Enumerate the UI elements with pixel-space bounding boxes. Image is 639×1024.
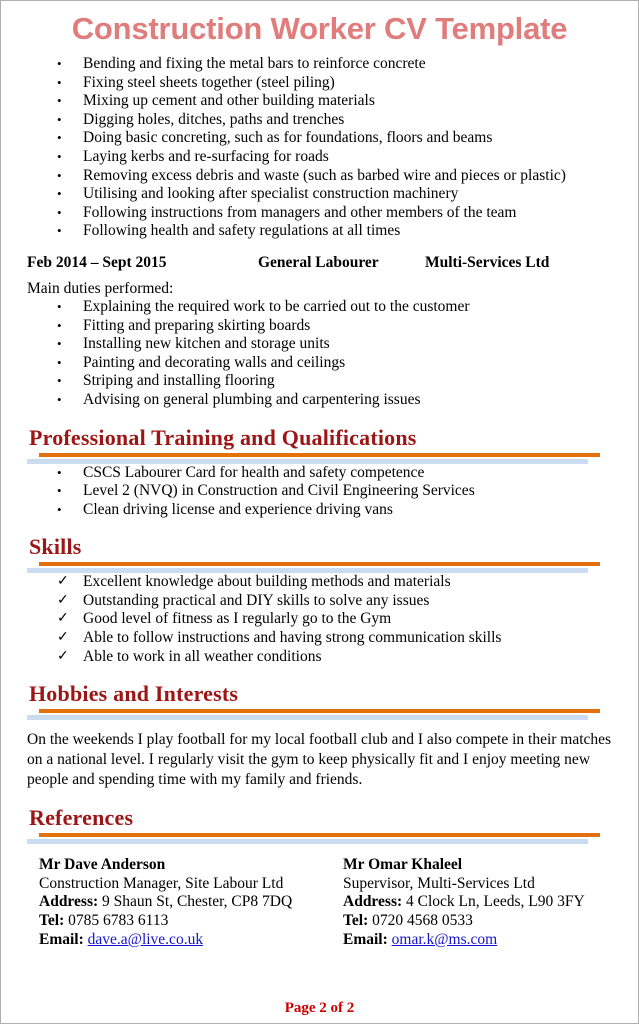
reference-entry-right	[343, 856, 585, 949]
job-role: General Labourer	[258, 253, 379, 271]
job-dates: Feb 2014 – Sept 2015	[27, 253, 167, 271]
list-item	[13, 204, 626, 223]
list-item	[13, 317, 626, 336]
reference-name: Mr Dave Anderson	[39, 856, 166, 874]
list-item	[13, 610, 626, 629]
skills-list	[13, 573, 626, 666]
bullet-icon: •	[57, 391, 62, 407]
list-item-label: Utilising and looking after specialist construction machinery	[83, 185, 459, 203]
email-label: Email:	[39, 930, 84, 948]
bullet-icon: •	[57, 336, 62, 352]
job-duties-list	[13, 298, 626, 410]
bullet-icon: •	[57, 501, 62, 517]
bullet-icon: •	[57, 74, 62, 90]
tel-value: 0785 6783 6113	[68, 912, 169, 930]
section-hobbies	[13, 680, 626, 790]
main-duties-intro: Main duties performed:	[27, 279, 174, 297]
bullet-icon: •	[57, 483, 62, 499]
list-item	[13, 629, 626, 648]
list-item	[13, 573, 626, 592]
list-item-label: Installing new kitchen and storage units	[83, 335, 330, 353]
heading-rule-blue	[27, 839, 588, 844]
bullet-icon: •	[57, 130, 62, 146]
tel-value: 0720 4568 0533	[372, 912, 473, 930]
section-skills	[13, 533, 626, 666]
list-item	[13, 298, 626, 317]
reference-email	[343, 931, 585, 950]
list-item	[13, 111, 626, 130]
heading-rule-orange	[39, 709, 600, 713]
list-item	[13, 372, 626, 391]
list-item-label: Advising on general plumbing and carpentering issues	[83, 390, 421, 408]
bullet-icon: •	[57, 464, 62, 480]
list-item	[13, 354, 626, 373]
reference-address	[39, 893, 292, 912]
list-item-label: Excellent knowledge about building methods and materials	[83, 573, 451, 591]
reference-position: Supervisor, Multi-Services Ltd	[343, 874, 535, 892]
section-training	[13, 424, 626, 520]
list-item	[13, 129, 626, 148]
list-item-label: Fitting and preparing skirting boards	[83, 316, 311, 334]
bullet-icon: •	[57, 186, 62, 202]
training-list	[13, 464, 626, 520]
tel-label: Tel:	[343, 912, 369, 930]
hobbies-paragraph: On the weekends I play football for my local football club and I also compete in their matches on a national level. I regularly visit the gym to keep physically fit and I enjoy meeting new people and spending time with my family and friends.	[27, 731, 612, 789]
email-link[interactable]: dave.a@live.co.uk	[87, 930, 204, 948]
check-icon: ✓	[57, 630, 69, 646]
bullet-icon: •	[57, 204, 62, 220]
list-item-label: Laying kerbs and re-surfacing for roads	[83, 147, 329, 165]
address-value: 9 Shaun St, Chester, CP8 7DQ	[102, 893, 293, 911]
check-icon: ✓	[57, 574, 69, 590]
list-item-label: Painting and decorating walls and ceilings	[83, 353, 346, 371]
list-item-label: Mixing up cement and other building materials	[83, 92, 375, 110]
list-item	[13, 148, 626, 167]
list-item	[13, 222, 626, 241]
reference-address	[343, 893, 585, 912]
list-item	[13, 167, 626, 186]
list-item	[13, 335, 626, 354]
bullet-icon: •	[57, 373, 62, 389]
bullet-icon: •	[57, 167, 62, 183]
reference-tel	[39, 912, 292, 931]
page-title: Construction Worker CV Template	[71, 11, 568, 46]
list-item-label: Outstanding practical and DIY skills to solve any issues	[83, 591, 430, 609]
email-label: Email:	[343, 930, 388, 948]
list-item	[13, 648, 626, 667]
check-icon: ✓	[57, 648, 69, 664]
list-item-label: Able to work in all weather conditions	[83, 647, 322, 665]
list-item-label: Striping and installing flooring	[83, 372, 275, 390]
list-item-label: Following instructions from managers and other members of the team	[83, 203, 517, 221]
list-item-label: Removing excess debris and waste (such as barbed wire and pieces or plastic)	[83, 166, 566, 184]
reference-entry-left	[39, 856, 292, 949]
reference-tel	[343, 912, 585, 931]
list-item-label: Following health and safety regulations at all times	[83, 222, 401, 240]
list-item	[13, 482, 626, 501]
section-heading-training: Professional Training and Qualifications	[29, 424, 417, 450]
address-label: Address:	[343, 893, 403, 911]
job-employer: Multi-Services Ltd	[425, 253, 550, 271]
check-icon: ✓	[57, 611, 69, 627]
duties-continued-list	[13, 55, 626, 241]
list-item-label: CSCS Labourer Card for health and safety competence	[83, 463, 425, 481]
list-item-label: Digging holes, ditches, paths and trenches	[83, 110, 345, 128]
bullet-icon: •	[57, 93, 62, 109]
list-item	[13, 501, 626, 520]
heading-rule-orange	[39, 453, 600, 457]
list-item	[13, 464, 626, 483]
page-content	[1, 9, 638, 952]
list-item-label: Doing basic concreting, such as for foundations, floors and beams	[83, 129, 493, 147]
list-item	[13, 592, 626, 611]
address-value: 4 Clock Ln, Leeds, L90 3FY	[406, 893, 585, 911]
references-columns	[13, 856, 626, 952]
list-item-label: Clean driving license and experience driving vans	[83, 500, 393, 518]
list-item-label: Bending and fixing the metal bars to reinforce concrete	[83, 55, 426, 72]
tel-label: Tel:	[39, 912, 65, 930]
reference-email	[39, 931, 292, 950]
heading-rule-orange	[39, 833, 600, 837]
list-item	[13, 55, 626, 74]
bullet-icon: •	[57, 148, 62, 164]
list-item-label: Good level of fitness as I regularly go to the Gym	[83, 610, 392, 628]
list-item	[13, 74, 626, 93]
bullet-icon: •	[57, 56, 62, 71]
bullet-icon: •	[57, 223, 62, 239]
bullet-icon: •	[57, 111, 62, 127]
section-heading-hobbies: Hobbies and Interests	[29, 681, 239, 707]
list-item	[13, 92, 626, 111]
reference-name: Mr Omar Khaleel	[343, 856, 463, 874]
check-icon: ✓	[57, 592, 69, 608]
bullet-icon: •	[57, 317, 62, 333]
list-item-label: Able to follow instructions and having strong communication skills	[83, 629, 502, 647]
page-footer: Page 2 of 2	[284, 1000, 355, 1016]
list-item-label: Level 2 (NVQ) in Construction and Civil Engineering Services	[83, 482, 475, 500]
bullet-icon: •	[57, 354, 62, 370]
list-item-label: Fixing steel sheets together (steel piling)	[83, 73, 335, 91]
list-item-label: Explaining the required work to be carried out to the customer	[83, 297, 470, 315]
section-heading-skills: Skills	[29, 534, 82, 560]
heading-rule-orange	[39, 562, 600, 566]
list-item	[13, 391, 626, 410]
job-header-row	[13, 254, 626, 276]
section-heading-references: References	[29, 805, 134, 831]
list-item	[13, 185, 626, 204]
reference-position: Construction Manager, Site Labour Ltd	[39, 874, 284, 892]
address-label: Address:	[39, 893, 99, 911]
heading-rule-blue	[27, 715, 588, 720]
section-references	[13, 804, 626, 952]
email-link[interactable]: omar.k@ms.com	[391, 930, 498, 948]
bullet-icon: •	[57, 298, 62, 314]
